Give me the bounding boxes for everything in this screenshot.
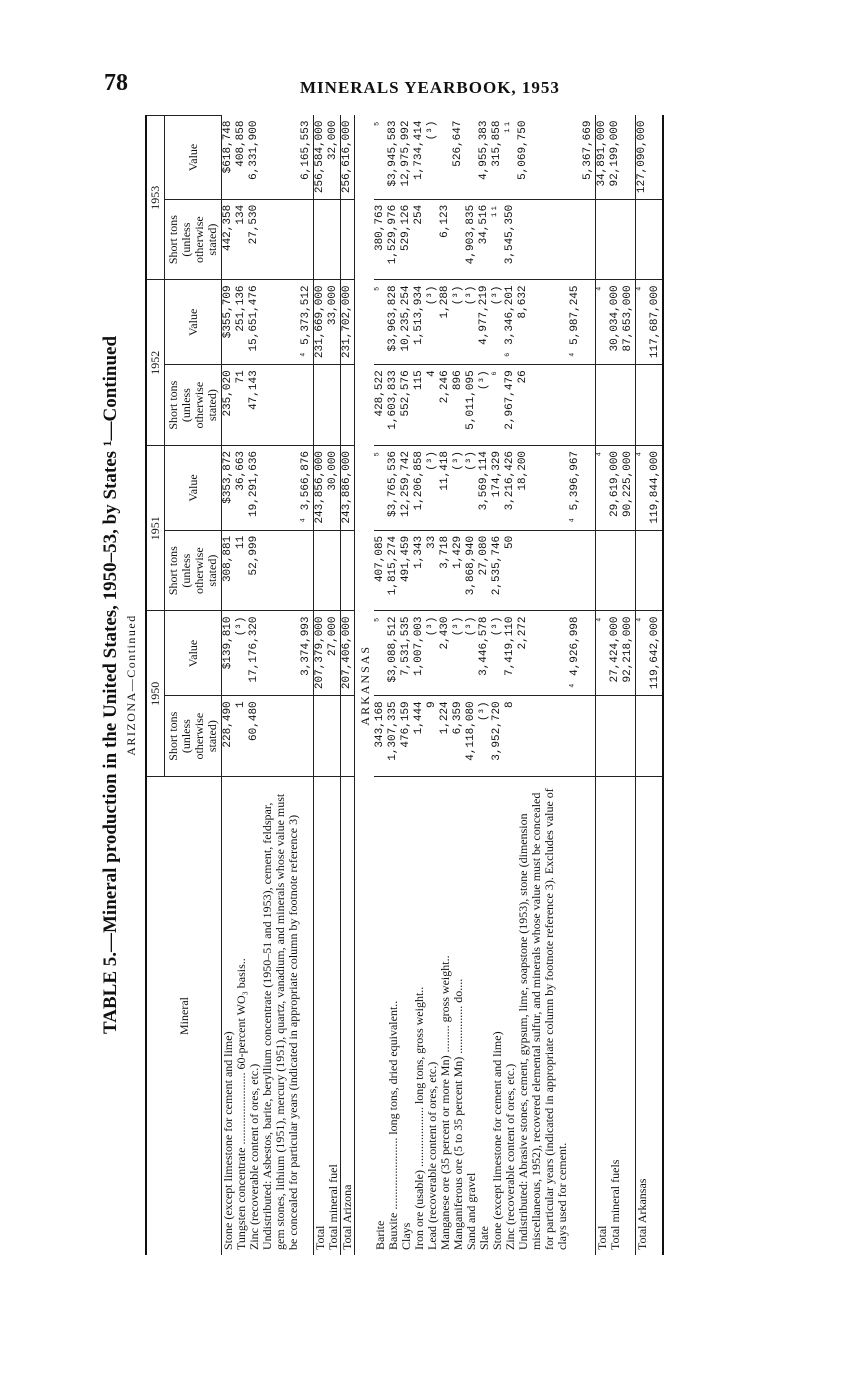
mineral-column-header: Mineral [146, 777, 222, 1256]
arkansas-rows [374, 116, 596, 1256]
qty-1950: 228,490 1 60,480 [222, 696, 314, 777]
mineral-labels: Barite Bauxite ........................ long tons, dried equivalent.. Clays Iron ore (usable) .................... long tons, gross weight.. Lead (recoverable content of ores, etc.) Manganese ore (35 percent or more Mn) ......... gross weight.. Manganiferous ore (5 to 35 percent Mn) ................ do.... Sand and gravel Slate Stone (except limestone for cement and lime) Zinc (recoverable content of ores, etc.) Undistributed: Abrasive stones, cement, gypsum, lime, soapstone (1953), stone (dimension miscellaneous, 1952), recovered elemental sulfur, and minerals whose value must be concealed for particular years (indicated in appropriate column by footnote reference 3). Excludes value of clays used for cement. [373, 788, 569, 1250]
total-labels: Total Total mineral fuel [314, 777, 341, 1256]
arkansas-grand-total-row [636, 116, 664, 1256]
arkansas-total-row [596, 116, 636, 1256]
total-1950: 207,379,000 27,000 [314, 611, 341, 696]
value-1953: ⁵ $3,945,583 12,975,992 1,734,414 (³) 526,647 4,955,383 315,858 ¹¹ 5,069,750 5,367,669 [374, 116, 596, 200]
grand-total-1950: 207,406,000 [341, 611, 355, 696]
value-1950: ⁵ $3,088,512 7,531,535 1,007,003 (³) 2,430 (³) (³) 3,446,578 (³) 7,419,110 2,272 ⁴ 4,926,998 [374, 611, 596, 696]
total-1951: ⁴ 29,619,000 90,225,000 [596, 445, 636, 530]
section-heading: ARKANSAS [355, 116, 375, 1256]
qty-1952: 428,522 1,603,833 552,576 115 4 2,246 896 5,011,095 (³) ⁶ 2,967,479 26 [374, 365, 596, 446]
value-header: Value [165, 611, 222, 696]
production-table [145, 115, 664, 1255]
mineral-labels: Stone (except limestone for cement and lime) Tungsten concentrate ........................ 60-percent WO₃ basis.. Zinc (recoverable content of ores, etc.) Undistributed: Asbestos, barite, beryllium concentrate (1950–51 and 1953), cement, feldspar, gem stones, lithium (1951), mercury (1951), quartz, vanadium, and minerals whose value must be concealed for particular years (indicated in appropriate column by footnote reference 3) [221, 793, 300, 1250]
rotated-table-block [100, 115, 780, 1255]
total-1950: ⁴ 27,424,000 92,218,000 [596, 611, 636, 696]
value-header: Value [165, 280, 222, 365]
arizona-total-row [314, 116, 341, 1256]
section-heading-row [355, 116, 375, 1256]
grand-total-label: Total Arkansas [636, 777, 664, 1256]
arizona-grand-total-row [341, 116, 355, 1256]
quantity-header: Short tons (unless otherwise stated) [165, 530, 222, 611]
state-subtitle: ARIZONA—Continued [124, 614, 138, 756]
qty-1950: 343,168 1,307,335 476,159 1,444 9 1,224 6,359 4,118,080 (³) 3,952,720 8 [374, 696, 596, 777]
total-1951: 243,856,000 30,000 [314, 445, 341, 530]
quantity-header: Short tons (unless otherwise stated) [165, 365, 222, 446]
year-header: 1953 [146, 116, 165, 280]
total-1952: 231,669,000 33,000 [314, 280, 341, 365]
year-header: 1951 [146, 445, 165, 611]
total-1953: 34,891,000 92,199,000 [596, 116, 636, 200]
qty-1952: 235,020 71 47,143 [222, 365, 314, 446]
value-1952: $355,709 251,136 15,651,476 ⁴ 5,373,512 [222, 280, 314, 365]
arizona-rows [222, 116, 314, 1256]
page-number: 78 [104, 70, 128, 96]
grand-total-1953: 256,616,000 [341, 116, 355, 200]
year-header: 1950 [146, 611, 165, 777]
total-labels: Total Total mineral fuels [596, 777, 636, 1256]
value-1952: ⁵ $3,963,828 10,235,254 1,513,934 (³) 1,288 (³) (³) 4,977,219 (³) ⁶ 3,346,201 8,632 ⁴ 5,987,245 [374, 280, 596, 365]
value-1950: $139,810 (³) 17,176,320 3,374,993 [222, 611, 314, 696]
grand-total-1953: 127,090,000 [636, 116, 664, 200]
grand-total-1952: ⁴ 117,687,000 [636, 280, 664, 365]
total-1953: 256,584,000 32,000 [314, 116, 341, 200]
quantity-header: Short tons (unless otherwise stated) [165, 199, 222, 280]
qty-1951: 308,881 11 52,999 [222, 530, 314, 611]
grand-total-1951: 243,886,000 [341, 445, 355, 530]
grand-total-1951: ⁴ 119,844,000 [636, 445, 664, 530]
qty-1953: 380,763 1,529,976 529,126 254 6,123 4,903,835 34,516 ¹¹ 3,545,350 [374, 199, 596, 280]
value-header: Value [165, 445, 222, 530]
value-1951: ⁵ $3,765,536 12,259,742 1,206,858 (³) 11,418 (³) (³) 3,569,114 174,329 3,216,426 18,200 ⁴ 5,396,967 [374, 445, 596, 530]
value-1953: $618,748 408,858 6,331,900 6,165,553 [222, 116, 314, 200]
grand-total-label: Total Arizona [341, 777, 355, 1256]
total-1952: ⁴ 30,034,000 87,653,000 [596, 280, 636, 365]
qty-1953: 442,358 134 27,530 [222, 199, 314, 280]
year-header: 1952 [146, 280, 165, 446]
value-header: Value [165, 116, 222, 200]
running-head: MINERALS YEARBOOK, 1953 [300, 78, 560, 97]
value-1951: $353,872 36,663 19,291,636 ⁴ 3,566,876 [222, 445, 314, 530]
grand-total-1950: ⁴ 119,642,000 [636, 611, 664, 696]
table-title: TABLE 5.—Mineral production in the United States, 1950–53, by States ¹—Continued [100, 335, 121, 1035]
quantity-header: Short tons (unless otherwise stated) [165, 696, 222, 777]
qty-1951: 407,085 1,815,274 491,459 1,343 33 3,718 1,429 3,868,940 27,080 2,535,746 50 [374, 530, 596, 611]
grand-total-1952: 231,702,000 [341, 280, 355, 365]
